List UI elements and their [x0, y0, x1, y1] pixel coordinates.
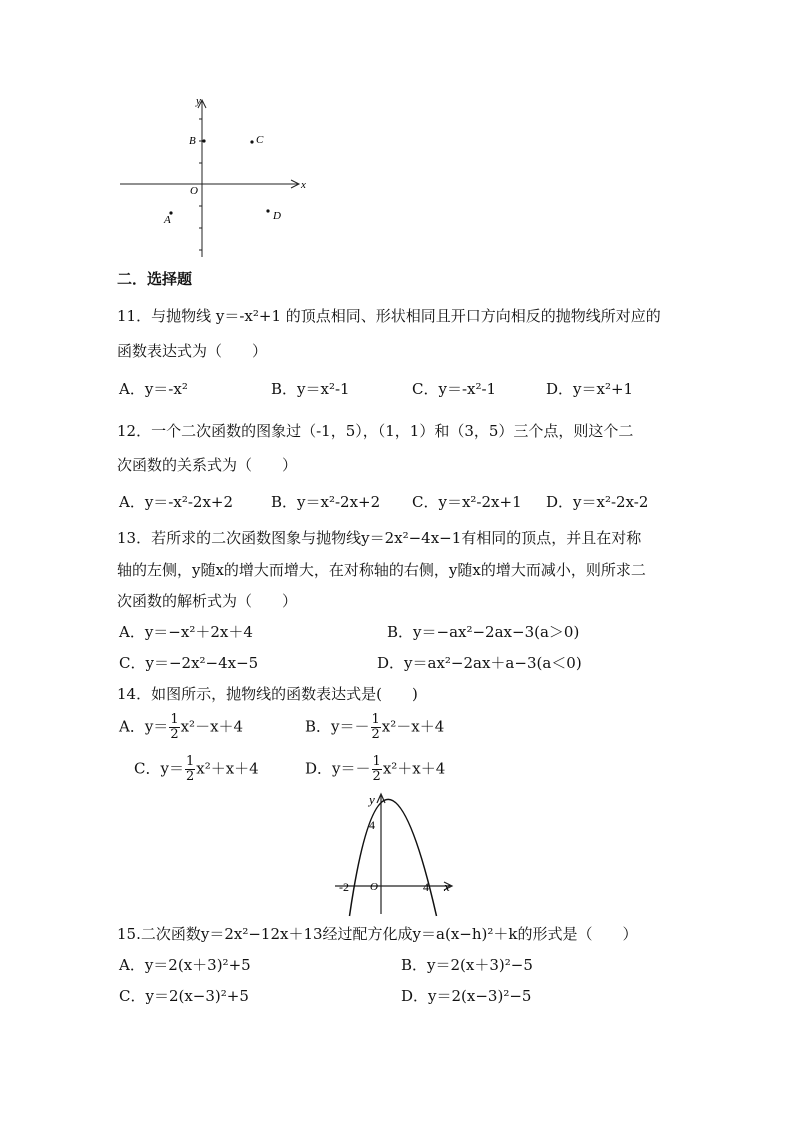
point-c-label: C: [256, 134, 264, 146]
graph-x-label: x: [444, 879, 450, 894]
q14-option-a[interactable]: [119, 713, 243, 742]
q12-option-d[interactable]: D．y＝x²-2x-2: [546, 493, 649, 511]
q13-line3: 次函数的解析式为（ ）: [117, 592, 298, 610]
point-a-label: A: [164, 214, 171, 226]
q14-a-fraction: [169, 713, 179, 742]
point-b-label: B: [189, 135, 196, 147]
x-axis-label: x: [301, 179, 306, 191]
q11-option-c[interactable]: C．y＝-x²-1: [412, 380, 497, 398]
origin-label: O: [190, 185, 198, 197]
q13-option-d[interactable]: D．y＝ax²−2ax＋a−3(a＜0): [377, 654, 582, 672]
q14-stem: 14．如图所示，抛物线的函数表达式是( ): [117, 685, 418, 703]
q14-d-num: 1: [372, 754, 381, 769]
q14-c-num: 1: [185, 754, 195, 769]
q15-option-a[interactable]: A．y＝2(x＋3)²+5: [119, 956, 251, 974]
point-b: [202, 139, 205, 142]
q12-option-c[interactable]: C．y＝x²-2x+1: [412, 493, 522, 511]
coordinate-figure: [115, 95, 315, 260]
q14-b-rest: x²－x＋4: [381, 717, 445, 736]
q14-b-sign: －: [354, 717, 370, 736]
q14-option-b[interactable]: [305, 713, 444, 742]
q14-option-d[interactable]: [305, 755, 445, 784]
q11-line2: 函数表达式为（ ）: [117, 342, 268, 360]
graph-y-intercept-label: 4: [369, 818, 375, 832]
q14-a-prefix: A．y＝: [119, 717, 169, 736]
q14-a-den: 2: [170, 727, 179, 742]
q13-option-a[interactable]: A．y＝−x²＋2x＋4: [119, 623, 253, 641]
q12-line2: 次函数的关系式为（ ）: [117, 456, 298, 474]
q12-line1: 12．一个二次函数的图象过（-1，5），（1，1）和（3，5）三个点，则这个二: [117, 422, 634, 440]
q14-c-prefix: C．y＝: [134, 759, 184, 778]
point-c: [250, 140, 253, 143]
graph-root-4-label: 4: [423, 880, 429, 894]
section-title: 二．选择题: [117, 270, 193, 288]
q13-line2: 轴的左侧，y随x的增大而增大，在对称轴的右侧，y随x的增大而减小，则所求二: [117, 561, 646, 579]
q14-a-rest: x²－x＋4: [180, 717, 244, 736]
q14-b-fraction: [371, 713, 381, 742]
q13-line1: 13．若所求的二次函数图象与抛物线y＝2x²−4x−1有相同的顶点，并且在对称: [117, 529, 642, 547]
q14-d-sign: －: [355, 759, 371, 778]
q14-c-fraction: [185, 755, 195, 784]
q11-option-a[interactable]: A．y＝-x²: [119, 380, 188, 398]
q14-a-num: 1: [170, 712, 179, 727]
q14-b-num: 1: [371, 712, 380, 727]
y-axis-label: y: [196, 95, 201, 107]
q14-d-rest: x²＋x＋4: [382, 759, 446, 778]
q13-option-c[interactable]: C．y＝−2x²−4x−5: [119, 654, 259, 672]
q11-line1: 11．与抛物线 y＝-x²+1 的顶点相同、形状相同且开口方向相反的抛物线所对应的: [117, 307, 661, 325]
q11-option-d[interactable]: D．y＝x²+1: [546, 380, 634, 398]
point-d-label: D: [273, 210, 281, 222]
q15-option-b[interactable]: B．y＝2(x＋3)²−5: [401, 956, 533, 974]
parabola-curve: [350, 799, 437, 916]
graph-origin-label: O: [370, 881, 378, 893]
q14-d-fraction: [372, 755, 382, 784]
q14-option-c[interactable]: [134, 755, 259, 784]
parabola-graph: [333, 790, 463, 920]
graph-root-neg2-label: -2: [339, 880, 349, 894]
q15-stem: 15.二次函数y＝2x²−12x＋13经过配方化成y＝a(x−h)²＋k的形式是（ ）: [117, 925, 638, 943]
q14-b-den: 2: [371, 727, 380, 742]
q15-option-c[interactable]: C．y＝2(x−3)²+5: [119, 987, 249, 1005]
q14-c-den: 2: [185, 769, 195, 784]
q11-option-b[interactable]: B．y＝x²-1: [271, 380, 350, 398]
q15-option-d[interactable]: D．y＝2(x−3)²−5: [401, 987, 532, 1005]
q14-d-prefix: D．y＝: [305, 759, 356, 778]
q14-b-prefix: B．y＝: [305, 717, 355, 736]
q12-option-b[interactable]: B．y＝x²-2x+2: [271, 493, 381, 511]
q12-option-a[interactable]: A．y＝-x²-2x+2: [119, 493, 234, 511]
graph-y-label: y: [369, 792, 375, 807]
point-d: [266, 209, 269, 212]
q14-d-den: 2: [372, 769, 381, 784]
q13-option-b[interactable]: B．y＝−ax²−2ax−3(a＞0): [387, 623, 580, 641]
q14-c-rest: x²＋x＋4: [196, 759, 259, 778]
